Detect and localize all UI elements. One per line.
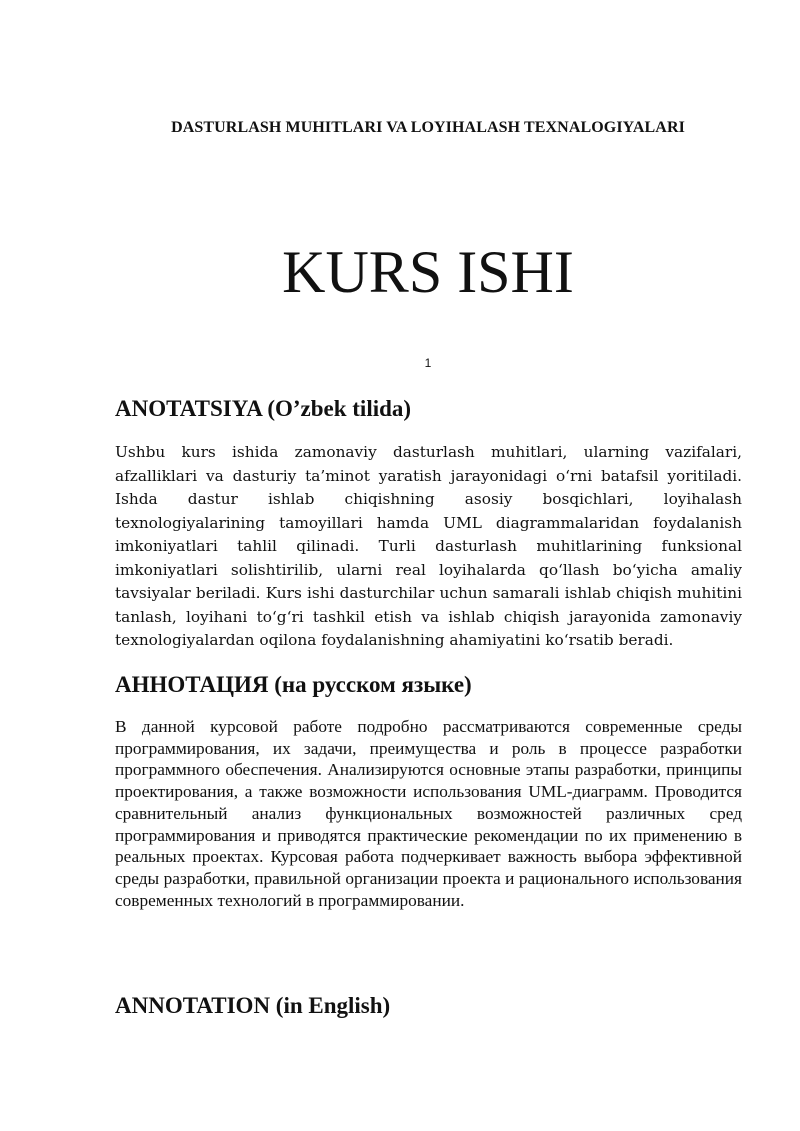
uzbek-annotation-heading: ANOTATSIYA (O’zbek tilida) bbox=[115, 396, 412, 421]
russian-annotation-text: В данной курсовой работе подробно рассматриваются современные среды программирования, их задачи, преимущества и роль в процессе разработки программного обеспечения. Анализируются основные этапы разработки, принципы проектирования, а также возможности использования UML-диаграмм. Проводится сравнительный анализ функциональных возможностей различных сред программирования и приводятся практические рекомендации по их применению в реальных проектах. Курсовая работа подчеркивает важность выбора эффективной среды разработки, правильной организации проекта и рационального использования современных технологий в программировании. bbox=[115, 717, 742, 910]
uzbek-annotation-text: Ushbu kurs ishida zamonaviy dasturlash muhitlari, ularning vazifalari, afzalliklari va dasturiy ta’minot yaratish jarayonidagi oʻrni batafsil yoritiladi. Ishda dastur ishlab chiqishning asosiy bosqichlari, loyihalash texnologiyalarining tamoyillari hamda UML diagrammalaridan foydalanish imkoniyatlari tahlil qilinadi. Turli dasturlash muhitlarining funksional imkoniyatlari solishtirilib, ularni real loyihalarda qoʻllash boʻyicha amaliy tavsiyalar beriladi. Kurs ishi dasturchilar uchun samarali ishlab chiqish muhitini tanlash, loyihani toʻgʻri tashkil etish va ishlab chiqish jarayonida zamonaviy texnologiyalardan oqilona foydalanishning ahamiyatini koʻrsatib beradi. bbox=[115, 443, 742, 649]
english-annotation-heading: ANNOTATION (in English) bbox=[115, 993, 391, 1018]
page-number: 1 bbox=[424, 356, 432, 370]
main-title: KURS ISHI bbox=[282, 239, 574, 305]
russian-annotation-heading: АННОТАЦИЯ (на русском языке) bbox=[115, 672, 472, 697]
header-title: DASTURLASH MUHITLARI VA LOYIHALASH TEXNALOGIYALARI bbox=[171, 119, 685, 136]
